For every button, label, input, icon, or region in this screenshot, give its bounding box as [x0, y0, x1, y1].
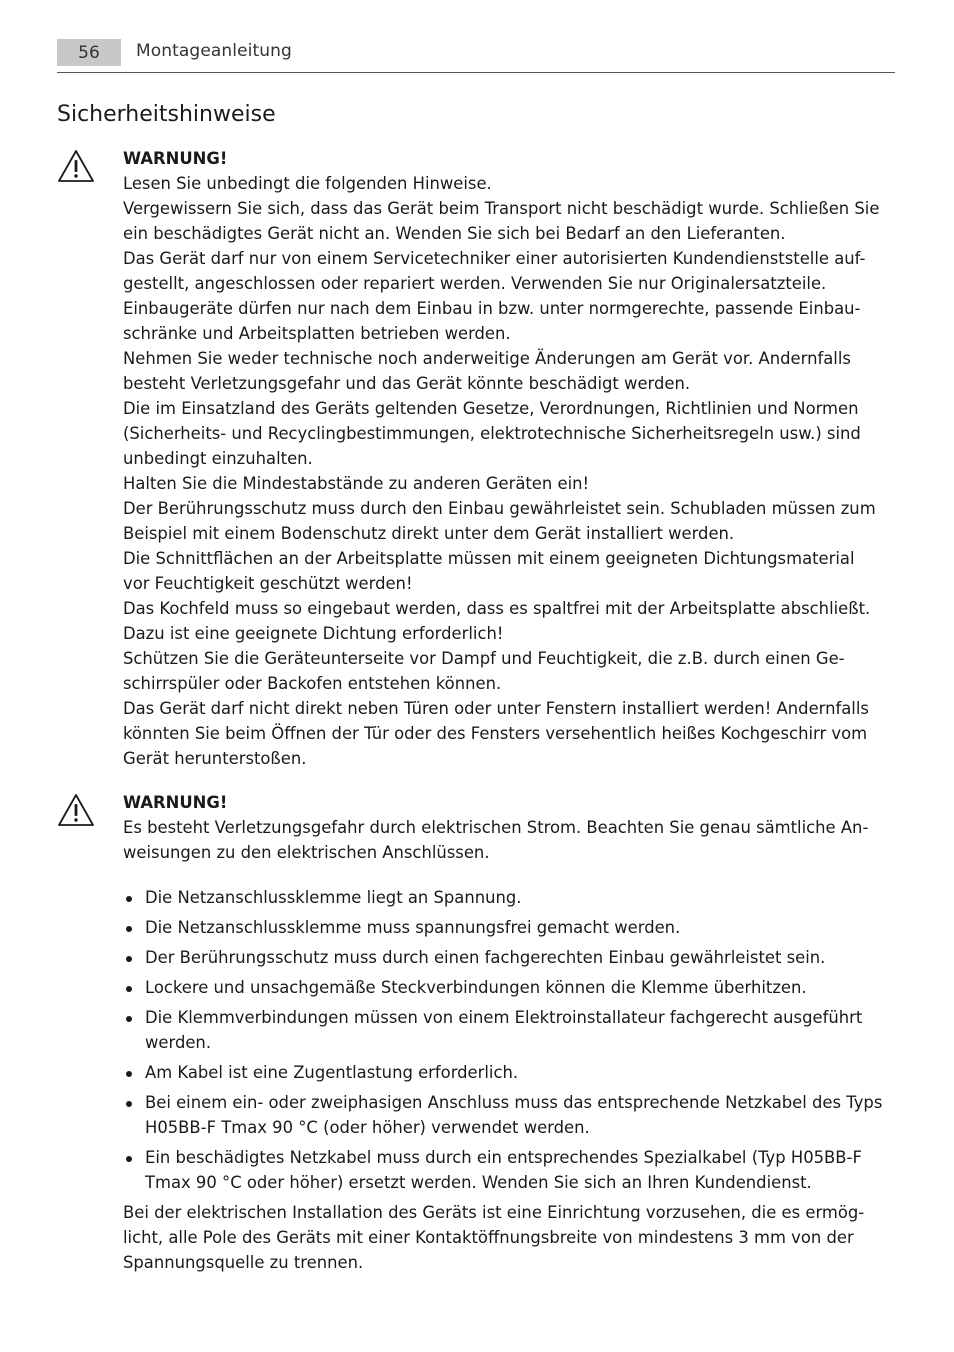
text-line: licht, alle Pole des Geräts mit einer Kontaktöffnungsbreite von mindestens 3 mm von der — [123, 1228, 854, 1247]
text-line: könnten Sie beim Öffnen der Tür oder des Fensters versehentlich heißes Kochgeschirr vom — [123, 724, 868, 743]
warning-intro — [123, 815, 895, 865]
text-line: unbedingt einzuhalten. — [123, 449, 313, 468]
text-line: Einbaugeräte dürfen nur nach dem Einbau in bzw. unter normgerechte, passende Einbau- — [123, 299, 861, 318]
text-line: Das Gerät darf nur von einem Servicetechniker einer autorisierten Kundendienststelle auf- — [123, 249, 866, 268]
text-line: Ein beschädigtes Netzkabel muss durch ein entsprechendes Spezialkabel (Typ H05BB-F — [145, 1148, 862, 1167]
text-line: Der Berührungsschutz muss durch den Einbau gewährleistet sein. Schubladen müssen zum — [123, 499, 876, 518]
page-header — [57, 39, 895, 73]
text-line: Spannungsquelle zu trennen. — [123, 1253, 364, 1272]
bullet-icon — [126, 1016, 132, 1022]
text-line: gestellt, angeschlossen oder repariert werden. Verwenden Sie nur Originalersatzteile. — [123, 274, 827, 293]
bullet-icon — [126, 986, 132, 992]
text-line: H05BB-F Tmax 90 °C (oder höher) verwendet werden. — [145, 1118, 590, 1137]
list-item — [123, 1005, 895, 1055]
bullet-icon — [126, 1101, 132, 1107]
bullet-icon — [126, 926, 132, 932]
list-item — [123, 945, 895, 970]
text-line: besteht Verletzungsgefahr und das Gerät könnte beschädigt werden. — [123, 374, 691, 393]
list-item — [123, 885, 895, 910]
text-line: Der Berührungsschutz muss durch einen fachgerechten Einbau gewährleistet sein. — [145, 948, 826, 967]
text-line: werden. — [145, 1033, 212, 1052]
text-line: Nehmen Sie weder technische noch anderweitige Änderungen am Gerät vor. Andernfalls — [123, 349, 851, 368]
text-line: Lockere und unsachgemäße Steckverbindungen können die Klemme überhitzen. — [145, 978, 807, 997]
warning-title: WARNUNG! — [123, 793, 228, 812]
text-line: Bei der elektrischen Installation des Geräts ist eine Einrichtung vorzusehen, die es ermög- — [123, 1203, 865, 1222]
text-line: ein beschädigtes Gerät nicht an. Wenden Sie sich bei Bedarf an den Lieferanten. — [123, 224, 786, 243]
bullet-icon — [126, 1071, 132, 1077]
text-line: Es besteht Verletzungsgefahr durch elektrischen Strom. Beachten Sie genau sämtliche An- — [123, 818, 869, 837]
text-line: Schützen Sie die Geräteunterseite vor Dampf und Feuchtigkeit, die z.B. durch einen Ge- — [123, 649, 845, 668]
text-line: Tmax 90 °C oder höher) ersetzt werden. Wenden Sie sich an Ihren Kundendienst. — [145, 1173, 812, 1192]
text-line: Das Gerät darf nicht direkt neben Türen oder unter Fenstern installiert werden! Andernfalls — [123, 699, 869, 718]
text-line: Gerät herunterstoßen. — [123, 749, 307, 768]
closing-paragraph — [123, 1200, 895, 1275]
bullet-icon — [126, 956, 132, 962]
list-item — [123, 1090, 895, 1140]
page-number: 56 — [57, 39, 121, 66]
text-line: Die Netzanschlussklemme liegt an Spannung. — [145, 888, 522, 907]
text-line: Die Netzanschlussklemme muss spannungsfrei gemacht werden. — [145, 918, 681, 937]
text-line: Am Kabel ist eine Zugentlastung erforderlich. — [145, 1063, 519, 1082]
text-line: schränke und Arbeitsplatten betrieben werden. — [123, 324, 511, 343]
electrical-safety-list — [123, 885, 895, 1195]
text-line: Lesen Sie unbedingt die folgenden Hinweise. — [123, 174, 492, 193]
text-line: Das Kochfeld muss so eingebaut werden, dass es spaltfrei mit der Arbeitsplatte abschließt. — [123, 599, 871, 618]
text-line: weisungen zu den elektrischen Anschlüssen. — [123, 843, 490, 862]
text-line: Vergewissern Sie sich, dass das Gerät beim Transport nicht beschädigt wurde. Schließen Sie — [123, 199, 880, 218]
text-line: Dazu ist eine geeignete Dichtung erforderlich! — [123, 624, 504, 643]
list-item — [123, 1060, 895, 1085]
list-item — [123, 915, 895, 940]
warning-title: WARNUNG! — [123, 149, 228, 168]
text-line: Bei einem ein- oder zweiphasigen Anschluss muss das entsprechende Netzkabel des Typs — [145, 1093, 883, 1112]
text-line: Die Schnittflächen an der Arbeitsplatte müssen mit einem geeigneten Dichtungsmaterial — [123, 549, 855, 568]
text-line: (Sicherheits- und Recyclingbestimmungen, elektrotechnische Sicherheitsregeln usw.) sind — [123, 424, 861, 443]
text-line: Die Klemmverbindungen müssen von einem Elektroinstallateur fachgerecht ausgeführt — [145, 1008, 863, 1027]
text-line: schirrspüler oder Backofen entstehen können. — [123, 674, 502, 693]
section-title: Sicherheitshinweise — [57, 102, 276, 127]
bullet-icon — [126, 896, 132, 902]
warning-text — [123, 171, 895, 771]
text-line: vor Feuchtigkeit geschützt werden! — [123, 574, 413, 593]
text-line: Die im Einsatzland des Geräts geltenden Gesetze, Verordnungen, Richtlinien und Normen — [123, 399, 859, 418]
warning-triangle-icon — [57, 149, 95, 183]
list-item — [123, 1145, 895, 1195]
list-item — [123, 975, 895, 1000]
warning-triangle-icon — [57, 793, 95, 827]
text-line: Beispiel mit einem Bodenschutz direkt unter dem Gerät installiert werden. — [123, 524, 735, 543]
bullet-icon — [126, 1156, 132, 1162]
running-title: Montageanleitung — [136, 41, 292, 61]
warning-block-electrical — [123, 790, 895, 1275]
text-line: Halten Sie die Mindestabstände zu anderen Geräten ein! — [123, 474, 590, 493]
warning-block-general — [123, 146, 895, 771]
